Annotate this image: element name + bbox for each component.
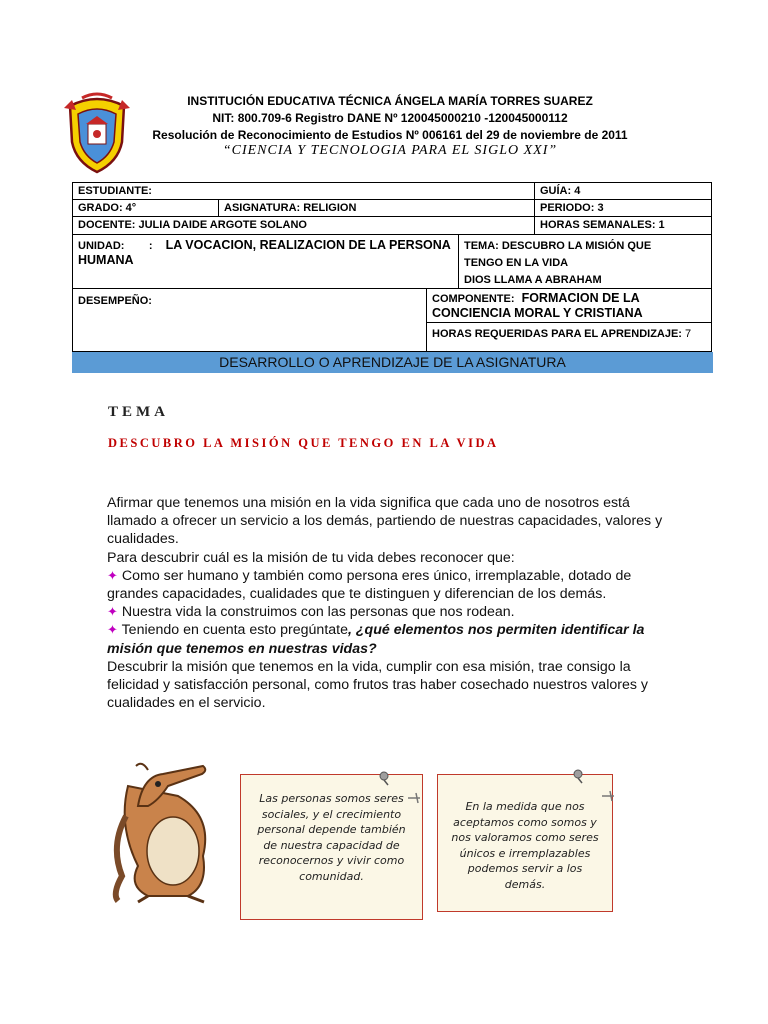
unit-cell xyxy=(72,234,459,289)
note-card-2-text: En la medida que nos aceptamos como somos y nos valoramos como seres únicos e irremplazables podemos servir a los demás. xyxy=(451,800,599,891)
topic-line-2: TENGO EN LA VIDA xyxy=(464,257,569,269)
bullet-2-text: Nuestra vida la construimos con las personas que nos rodean. xyxy=(121,604,515,621)
four-point-star-icon: ✦ xyxy=(107,622,118,638)
note-card-2 xyxy=(437,774,613,912)
four-point-star-icon: ✦ xyxy=(107,567,118,583)
push-pin-icon xyxy=(406,790,422,806)
component-label: COMPONENTE: xyxy=(432,293,515,305)
push-pin-icon xyxy=(570,768,586,784)
bullet-3 xyxy=(107,621,677,657)
motto: “CIENCIA Y TECNOLOGIA PARA EL SIGLO XXI” xyxy=(222,143,558,158)
push-pin-icon xyxy=(600,788,616,804)
note-card-1 xyxy=(240,774,423,920)
required-hours-value: 7 xyxy=(685,328,692,340)
component-cell xyxy=(426,288,712,323)
grade-cell: GRADO: 4° xyxy=(72,199,219,217)
section-band xyxy=(72,352,713,373)
paragraph-1: Afirmar que tenemos una misión en la vida significa que cada uno de nosotros está llamado a ofrecer un servicio a los demás, partiendo de nuestras capacidades, valores y cualidades. xyxy=(107,495,663,548)
anteater-illustration xyxy=(108,756,230,906)
tema-heading: TEMA xyxy=(108,404,169,420)
bullet-3-question: , ¿qué elementos nos permiten identificar la misión que tenemos en nuestras vidas? xyxy=(107,622,645,657)
weekly-hours-cell: HORAS SEMANALES: 1 xyxy=(534,216,712,235)
nit-line: NIT: 800.709-6 Registro DANE Nº 120045000210 -120045000112 xyxy=(212,111,568,125)
component-value: FORMACION DE LA CONCIENCIA MORAL Y CRISTIANA xyxy=(432,291,643,320)
required-hours-label: HORAS REQUERIDAS PARA EL APRENDIZAJE: xyxy=(432,328,682,340)
paragraph-3: Descubrir la misión que tenemos en la vida, cumplir con esa misión, trae consigo la felicidad y satisfacción personal, como frutos tras haber cosechado nuestros valores y cualidades en el servicio. xyxy=(107,658,648,712)
unit-label: UNIDAD: : xyxy=(78,240,153,252)
paragraph-2: Para descubrir cuál es la misión de tu vida debes reconocer que: xyxy=(107,549,515,566)
section-band-title: DESARROLLO O APRENDIZAJE DE LA ASIGNATURA xyxy=(219,354,566,370)
topic-line-1: TEMA: DESCUBRO LA MISIÓN QUE xyxy=(464,240,652,252)
performance-cell: DESEMPEÑO: xyxy=(72,288,427,352)
note-card-1-text: Las personas somos seres sociales, y el crecimiento personal depende también de nuestra capacidad de reconocernos y vivir como comunidad. xyxy=(257,792,406,883)
institution-name: INSTITUCIÓN EDUCATIVA TÉCNICA ÁNGELA MARÍA TORRES SUAREZ xyxy=(187,94,593,108)
info-table xyxy=(72,182,712,352)
resolution-line: Resolución de Reconocimiento de Estudios Nº 006161 del 29 de noviembre de 2011 xyxy=(152,128,628,142)
subject-cell: ASIGNATURA: RELIGION xyxy=(218,199,535,217)
required-hours-cell xyxy=(426,322,712,352)
bullet-3-lead: Teniendo en cuenta esto pregúntate xyxy=(121,622,348,639)
guide-cell: GUÍA: 4 xyxy=(534,182,712,200)
unit-value: LA VOCACION, REALIZACION DE LA PERSONA HUMANA xyxy=(78,238,451,267)
bullet-1-text: Como ser humano y también como persona eres único, irremplazable, dotado de grandes capacidades, cualidades que te distinguen y diferencian de los demás. xyxy=(107,567,632,603)
topic-cell xyxy=(458,234,712,289)
bullet-2 xyxy=(107,603,677,621)
student-cell: ESTUDIANTE: xyxy=(72,182,535,200)
tema-subtitle: DESCUBRO LA MISIÓN QUE TENGO EN LA VIDA xyxy=(108,436,499,450)
bullet-1 xyxy=(107,567,677,603)
topic-line-3: DIOS LLAMA A ABRAHAM xyxy=(464,274,602,286)
teacher-cell: DOCENTE: JULIA DAIDE ARGOTE SOLANO xyxy=(72,216,535,235)
period-cell: PERIODO: 3 xyxy=(534,199,712,217)
push-pin-icon xyxy=(376,770,392,786)
body-text xyxy=(107,494,677,712)
four-point-star-icon: ✦ xyxy=(107,604,118,620)
